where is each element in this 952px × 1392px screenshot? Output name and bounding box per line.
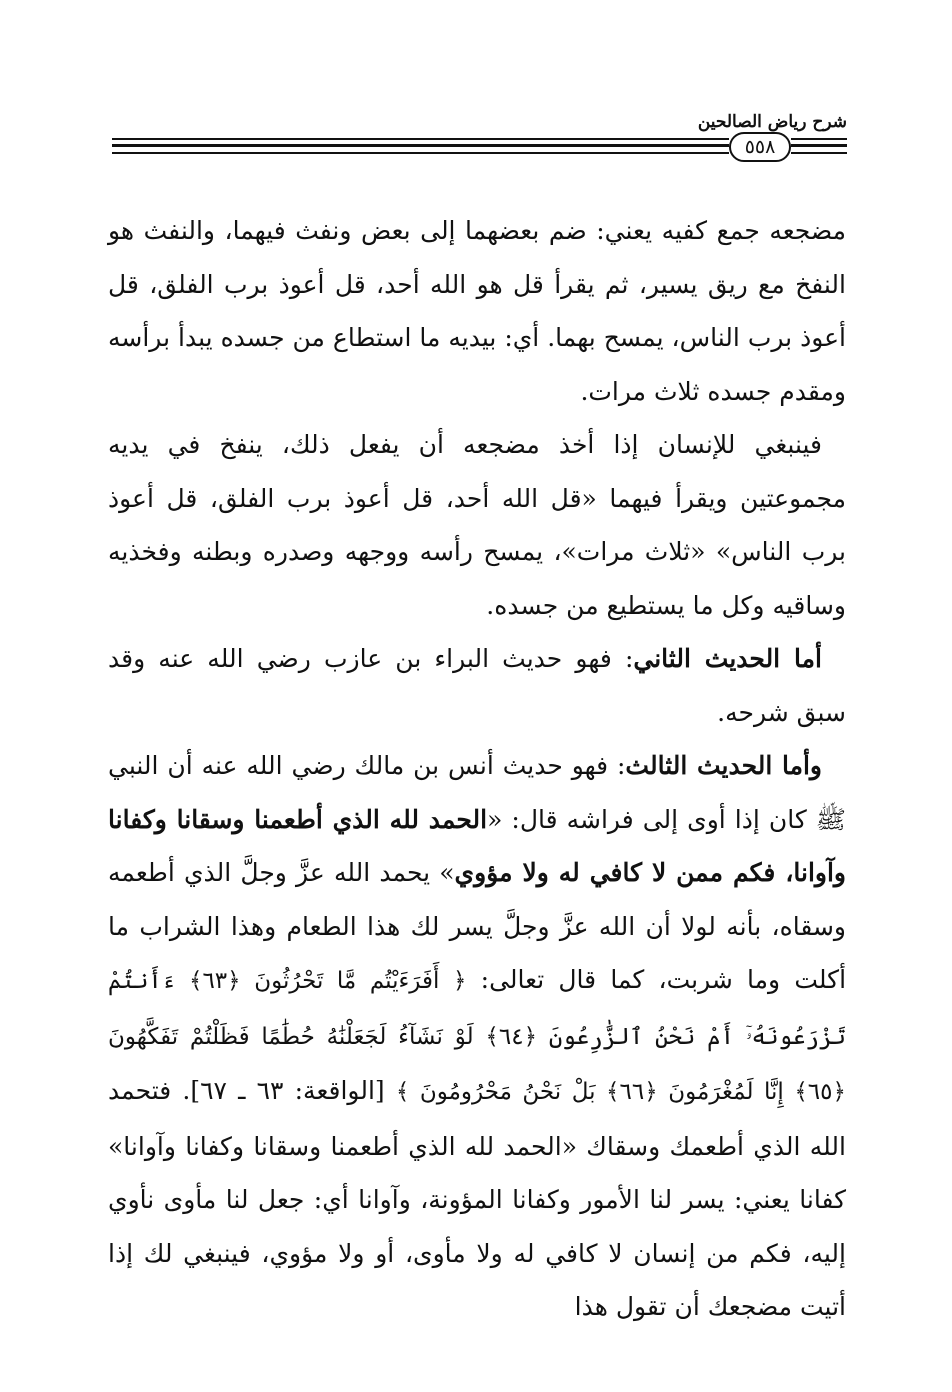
header-rule-mid-left — [112, 144, 729, 147]
header-rule-top-left — [112, 138, 729, 140]
paragraph-1: مضجعه جمع كفيه يعني: ضم بعضهما إلى بعض ونفث فيهما، والنفث هو النفخ مع ريق يسير، ثم يقرأ قل هو الله أحد، قل أعوذ برب الفلق، قل أعوذ برب الناس، يمسح بهما. أي: بيديه ما استطاع من جسده يبدأ برأسه ومقدم جسده ثلاث مرات. — [108, 216, 846, 406]
quran-verse: ﴿ أَفَرَءَيْتُم مَّا تَحْرُثُونَ ﴿٦٣﴾ ءَأَنتُمْ تَزْرَعُونَهُۥٓ أَمْ نَحْنُ ٱلزَّٰرِعُونَ ﴿٦٤﴾ لَوْ نَشَآءُ لَجَعَلْنَٰهُ حُطَٰمًا فَظَلْتُمْ تَفَكَّهُونَ ﴿٦٥﴾ إِنَّا لَمُغْرَمُونَ ﴿٦٦﴾ بَلْ نَحْنُ مَحْرُومُونَ ﴾ — [108, 968, 846, 1105]
paragraph-4 — [108, 739, 846, 1334]
page-number: ٥٥٨ — [729, 132, 791, 162]
paragraph-4-text-c: [الواقعة: ٦٣ ـ ٦٧]. فتحمد الله الذي أطعمك وسقاك «الحمد لله الذي أطعمنا وسقانا وكفانا وآوانا» كفانا يعني: يسر لنا الأمور وكفانا المؤونة، وآوانا أي: جعل لنا مأوى نأوي إليه، فكم من إنسان لا كافي له ولا مأوى، أو ولا مؤوي، فينبغي لك إذا أتيت مضجعك أن تقول هذا — [108, 1076, 846, 1321]
paragraph-3-text: : فهو حديث البراء بن عازب رضي الله عنه وقد سبق شرحه. — [108, 644, 846, 727]
header-rule-top-right — [791, 138, 847, 140]
book-title: شرح رياض الصالحين — [697, 112, 847, 132]
paragraph-4-text-a: : فهو حديث أنس بن مالك رضي الله عنه أن النبي ﷺ كان إذا أوى إلى فراشه قال: « — [108, 751, 846, 834]
page-header — [112, 112, 847, 162]
header-rule-bottom-right — [791, 152, 847, 154]
section-heading-second-hadith: أما الحديث الثاني — [633, 644, 822, 673]
header-rule-bottom-left — [112, 152, 729, 154]
paragraph-4-text-b: » يحمد الله عزَّ وجلَّ الذي أطعمه وسقاه، بأنه لولا أن الله عزَّ وجلَّ يسر لك هذا الطعام وهذا الشراب ما أكلت وما شربت، كما قال تعالى: — [108, 858, 847, 994]
header-rule-mid-right — [791, 144, 847, 147]
hadith-quote: الحمد لله الذي أطعمنا وسقانا وكفانا وآوانا، فكم ممن لا كافي له ولا مؤوي — [108, 804, 846, 887]
section-heading-third-hadith: وأما الحديث الثالث — [625, 751, 822, 780]
paragraph-2: فينبغي للإنسان إذا أخذ مضجعه أن يفعل ذلك، ينفخ في يديه مجموعتين ويقرأ فيهما «قل الله أحد، قل أعوذ برب الفلق، قل أعوذ برب الناس» «ثلاث مرات»، يمسح رأسه ووجهه وصدره وبطنه وفخذيه وساقيه وكل ما يستطيع من جسده. — [108, 430, 846, 620]
page-body — [108, 204, 846, 1334]
paragraph-3 — [108, 632, 846, 739]
